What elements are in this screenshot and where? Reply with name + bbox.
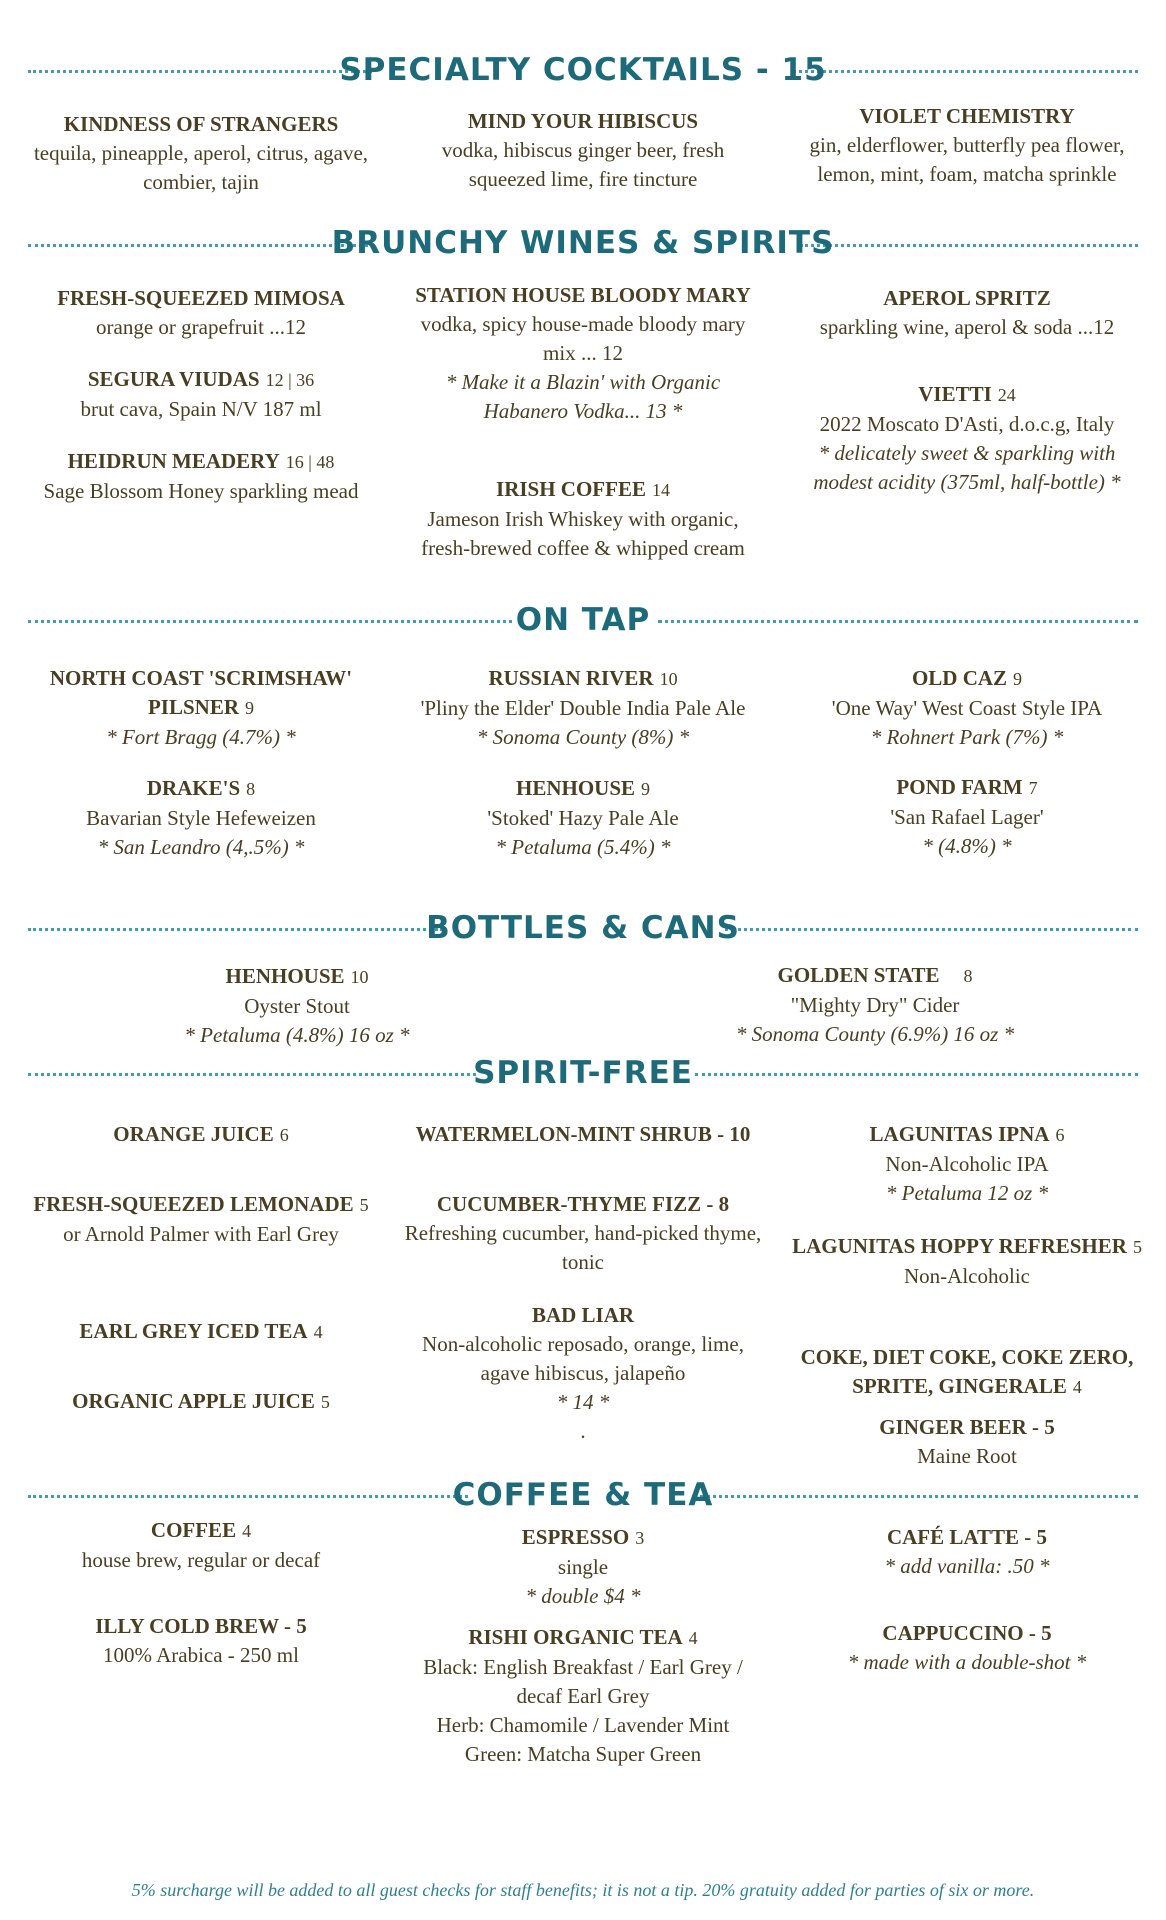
item-price: 5 bbox=[359, 1195, 369, 1215]
item-name: POND FARM bbox=[896, 775, 1023, 799]
item-price: 5 bbox=[320, 1392, 330, 1412]
menu-item bbox=[117, 962, 477, 1050]
item-note: * Sonoma County (6.9%) 16 oz * bbox=[735, 1022, 1015, 1046]
item-price: 5 bbox=[1132, 1237, 1142, 1257]
item-price: 10 bbox=[659, 669, 678, 689]
item-name: GINGER BEER - 5 bbox=[879, 1415, 1055, 1439]
item-price: 4 bbox=[242, 1521, 252, 1541]
menu-item bbox=[787, 1413, 1147, 1471]
item-price: 10 bbox=[350, 967, 369, 987]
item-description: vodka, hibiscus ginger beer, fresh squeezed lime, fire tincture bbox=[441, 138, 725, 191]
item-description: Non-alcoholic reposado, orange, lime, agave hibiscus, jalapeño bbox=[422, 1332, 744, 1385]
item-name: SEGURA VIUDAS bbox=[87, 367, 260, 391]
item-name: WATERMELON-MINT SHRUB - 10 bbox=[415, 1122, 751, 1146]
item-name: HENHOUSE bbox=[225, 964, 345, 988]
menu-item bbox=[787, 664, 1147, 752]
item-price: 3 bbox=[635, 1528, 645, 1548]
item-note: * San Leandro (4,.5%) * bbox=[97, 835, 305, 859]
item-name: APEROL SPRITZ bbox=[883, 286, 1051, 310]
item-description: Maine Root bbox=[917, 1444, 1017, 1468]
item-name: ILLY COLD BREW - 5 bbox=[95, 1614, 307, 1638]
menu-item bbox=[787, 1619, 1147, 1677]
item-note: * Petaluma (4.8%) 16 oz * bbox=[184, 1023, 410, 1047]
menu-item bbox=[787, 380, 1147, 497]
menu-item bbox=[787, 1343, 1147, 1402]
item-description: sparkling wine, aperol & soda ...12 bbox=[819, 315, 1115, 339]
item-price: 9 bbox=[245, 698, 255, 718]
item-description: 100% Arabica - 250 ml bbox=[103, 1643, 299, 1667]
item-note: * Petaluma (5.4%) * bbox=[495, 835, 671, 859]
item-note: * made with a double-shot * bbox=[847, 1650, 1087, 1674]
item-price: 8 bbox=[963, 966, 973, 986]
item-note: * add vanilla: .50 * bbox=[884, 1554, 1050, 1578]
menu-item bbox=[403, 107, 763, 194]
menu-item bbox=[21, 1516, 381, 1575]
item-description: Sage Blossom Honey sparkling mead bbox=[43, 479, 359, 503]
item-name: LAGUNITAS HOPPY REFRESHER bbox=[792, 1234, 1127, 1258]
menu-item bbox=[403, 1190, 763, 1277]
item-name: RUSSIAN RIVER bbox=[488, 666, 654, 690]
menu-item bbox=[403, 774, 763, 862]
item-note: * Petaluma 12 oz * bbox=[885, 1181, 1049, 1205]
item-name: COKE, DIET COKE, COKE ZERO, SPRITE, GINGERALE bbox=[800, 1345, 1134, 1398]
menu-item bbox=[21, 1190, 381, 1249]
menu-item bbox=[21, 1120, 381, 1150]
menu-item bbox=[787, 1523, 1147, 1581]
item-description: "Mighty Dry" Cider bbox=[790, 993, 960, 1017]
item-name: BAD LIAR bbox=[531, 1303, 635, 1327]
menu-item bbox=[21, 1387, 381, 1417]
item-price: 4 bbox=[688, 1628, 698, 1648]
menu-item bbox=[787, 773, 1147, 861]
item-description: Non-Alcoholic bbox=[904, 1264, 1030, 1288]
item-description: 'One Way' West Coast Style IPA bbox=[831, 696, 1103, 720]
menu-item bbox=[403, 281, 763, 426]
item-name: CAPPUCCINO - 5 bbox=[882, 1621, 1052, 1645]
item-description: 'Pliny the Elder' Double India Pale Ale bbox=[420, 696, 746, 720]
menu-item bbox=[403, 1523, 763, 1611]
item-name: MIND YOUR HIBISCUS bbox=[467, 109, 699, 133]
item-price: 24 bbox=[997, 385, 1016, 405]
menu-item bbox=[787, 1232, 1147, 1291]
item-note: * Make it a Blazin' with Organic Habanero Vodka... 13 * bbox=[445, 370, 721, 423]
item-name: FRESH-SQUEEZED LEMONADE bbox=[33, 1192, 354, 1216]
menu-item bbox=[695, 961, 1055, 1049]
item-description: Oyster Stout bbox=[244, 994, 350, 1018]
item-note: * delicately sweet & sparkling with modest acidity (375ml, half-bottle) * bbox=[813, 441, 1121, 494]
item-name: RISHI ORGANIC TEA bbox=[468, 1625, 683, 1649]
item-name: HEIDRUN MEADERY bbox=[67, 449, 280, 473]
item-price: 9 bbox=[1013, 669, 1023, 689]
item-note: * (4.8%) * bbox=[922, 834, 1012, 858]
item-description: 'Stoked' Hazy Pale Ale bbox=[487, 806, 679, 830]
menu-item bbox=[403, 664, 763, 752]
item-note: * 14 * bbox=[556, 1390, 610, 1414]
item-description: vodka, spicy house-made bloody mary mix ... 12 bbox=[420, 312, 746, 365]
item-name: LAGUNITAS IPNA bbox=[869, 1122, 1050, 1146]
section-heading-wines: BRUNCHY WINES & SPIRITS bbox=[331, 225, 835, 261]
section-heading-on-tap: ON TAP bbox=[515, 602, 651, 638]
item-name: DRAKE'S bbox=[146, 776, 241, 800]
item-description: Herb: Chamomile / Lavender Mint bbox=[436, 1713, 730, 1737]
item-price: 9 bbox=[641, 779, 651, 799]
menu-item bbox=[21, 365, 381, 424]
item-price: 4 bbox=[313, 1322, 323, 1342]
item-name: EARL GREY ICED TEA bbox=[79, 1319, 308, 1343]
item-description: 2022 Moscato D'Asti, d.o.c.g, Italy bbox=[819, 412, 1115, 436]
item-price: 14 bbox=[651, 480, 670, 500]
item-description: house brew, regular or decaf bbox=[81, 1548, 321, 1572]
menu-item bbox=[787, 102, 1147, 189]
item-description: single bbox=[557, 1555, 609, 1579]
item-name: GOLDEN STATE bbox=[777, 963, 940, 987]
section-heading-coffee: COFFEE & TEA bbox=[452, 1477, 714, 1513]
item-description: 'San Rafael Lager' bbox=[890, 805, 1044, 829]
item-description: Refreshing cucumber, hand-picked thyme, tonic bbox=[404, 1221, 762, 1274]
section-heading-spirit-free: SPIRIT-FREE bbox=[473, 1055, 693, 1091]
menu-item bbox=[21, 110, 381, 197]
item-price: 7 bbox=[1028, 778, 1038, 798]
item-name: STATION HOUSE BLOODY MARY bbox=[415, 283, 751, 307]
menu-item bbox=[787, 1120, 1147, 1208]
item-description: Bavarian Style Hefeweizen bbox=[86, 806, 316, 830]
item-name: VIOLET CHEMISTRY bbox=[859, 104, 1075, 128]
menu-item bbox=[787, 284, 1147, 342]
item-name: VIETTI bbox=[918, 382, 992, 406]
item-description: gin, elderflower, butterfly pea flower, lemon, mint, foam, matcha sprinkle bbox=[809, 133, 1125, 186]
item-name: ORANGE JUICE bbox=[113, 1122, 274, 1146]
item-name: CAFÉ LATTE - 5 bbox=[886, 1525, 1048, 1549]
item-description: brut cava, Spain N/V 187 ml bbox=[80, 397, 322, 421]
item-name: CUCUMBER-THYME FIZZ - 8 bbox=[436, 1192, 730, 1216]
menu-item bbox=[21, 1317, 381, 1347]
item-name: ORGANIC APPLE JUICE bbox=[72, 1389, 315, 1413]
item-note: * Fort Bragg (4.7%) * bbox=[106, 725, 296, 749]
menu-item bbox=[403, 1120, 763, 1149]
section-heading-cocktails: SPECIALTY COCKTAILS - 15 bbox=[339, 52, 827, 88]
item-price: 12 | 36 bbox=[265, 370, 315, 390]
menu-item bbox=[21, 774, 381, 862]
section-heading-bottles: BOTTLES & CANS bbox=[426, 910, 740, 946]
item-name: HENHOUSE bbox=[515, 776, 636, 800]
item-price: 6 bbox=[279, 1125, 289, 1145]
item-name: NORTH COAST 'SCRIMSHAW' PILSNER bbox=[49, 666, 353, 719]
item-description: or Arnold Palmer with Earl Grey bbox=[63, 1222, 339, 1246]
item-note: * Rohnert Park (7%) * bbox=[870, 725, 1064, 749]
item-name: COFFEE bbox=[150, 1518, 237, 1542]
item-name: IRISH COFFEE bbox=[496, 477, 646, 501]
item-description: Green: Matcha Super Green bbox=[464, 1742, 702, 1766]
item-price: 6 bbox=[1055, 1125, 1065, 1145]
item-note: * Sonoma County (8%) * bbox=[476, 725, 690, 749]
item-description: Jameson Irish Whiskey with organic, fresh-brewed coffee & whipped cream bbox=[421, 507, 745, 560]
item-description: Black: English Breakfast / Earl Grey / decaf Earl Grey bbox=[423, 1655, 743, 1708]
item-description: . bbox=[580, 1419, 586, 1443]
surcharge-footnote: 5% surcharge will be added to all guest checks for staff benefits; it is not a tip. 20% gratuity added for parties of six or more. bbox=[131, 1880, 1035, 1900]
menu-item bbox=[21, 664, 381, 752]
menu-item bbox=[21, 1612, 381, 1670]
item-price: 4 bbox=[1072, 1377, 1082, 1397]
item-name: OLD CAZ bbox=[911, 666, 1008, 690]
item-description: tequila, pineapple, aperol, citrus, agave, combier, tajin bbox=[33, 141, 369, 194]
menu-item bbox=[403, 1301, 763, 1446]
menu-item bbox=[403, 1623, 763, 1769]
menu-item bbox=[21, 447, 381, 506]
item-price: 16 | 48 bbox=[285, 452, 335, 472]
menu-item bbox=[21, 284, 381, 342]
item-name: ESPRESSO bbox=[521, 1525, 630, 1549]
item-name: FRESH-SQUEEZED MIMOSA bbox=[57, 286, 345, 310]
item-note: * double $4 * bbox=[525, 1584, 641, 1608]
item-description: orange or grapefruit ...12 bbox=[96, 315, 306, 339]
item-name: KINDNESS OF STRANGERS bbox=[63, 112, 339, 136]
menu-item bbox=[403, 475, 763, 563]
item-price: 8 bbox=[246, 779, 256, 799]
item-description: Non-Alcoholic IPA bbox=[885, 1152, 1049, 1176]
